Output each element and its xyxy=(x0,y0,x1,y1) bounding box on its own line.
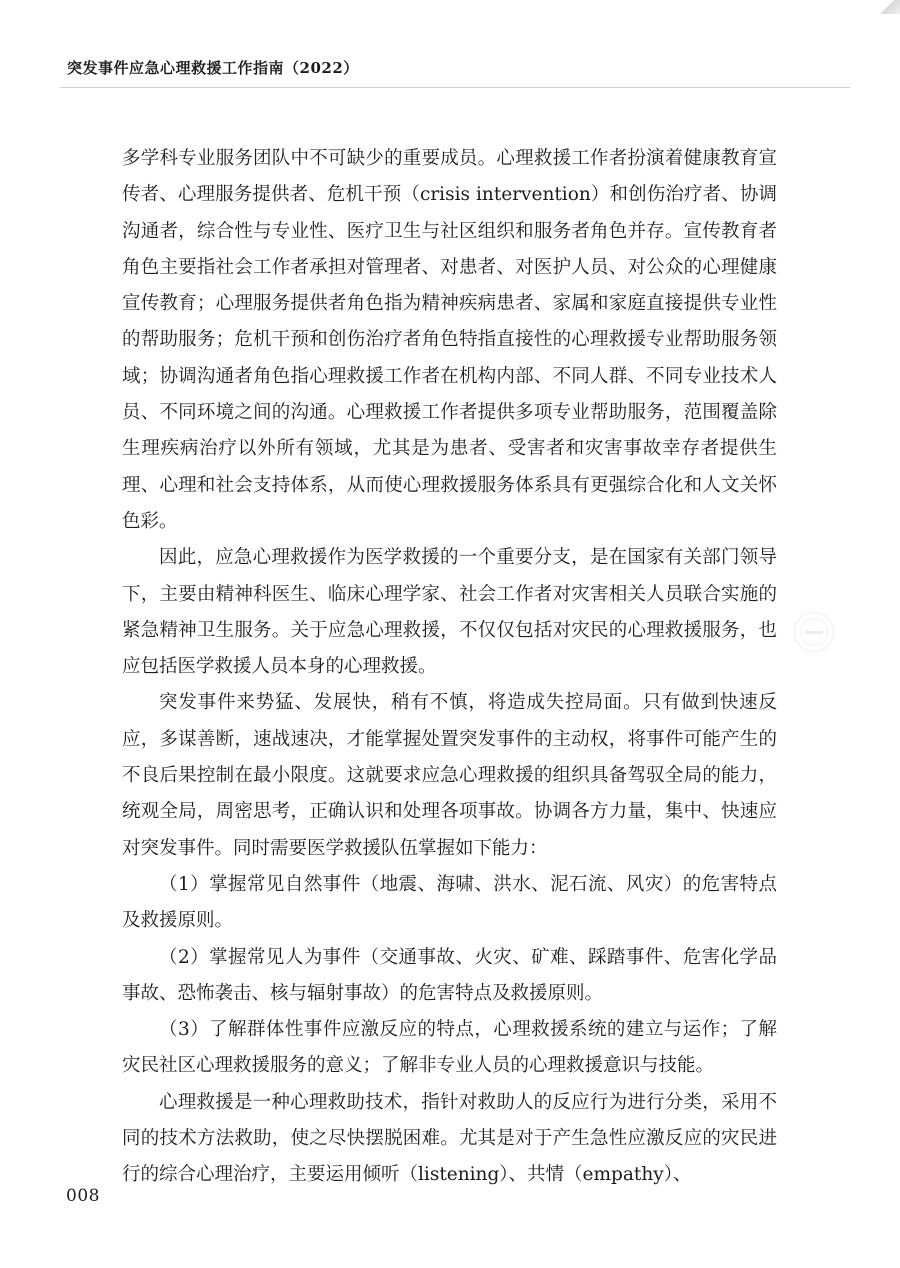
paragraph-emergency-psych-rescue: 因此，应急心理救援作为医学救援的一个重要分支，是在国家有关部门领导下，主要由精神科医生、临床心理学家、社会工作者对灾害相关人员联合实施的紧急精神卫生服务。关于应急心理救援，不仅仅包括对灾民的心理救援服务，也应包括医学救援人员本身的心理救援。 xyxy=(122,547,777,678)
watermark-seal-icon xyxy=(794,612,834,652)
header-divider xyxy=(60,87,850,88)
list-item-group-events: （3）了解群体性事件应激反应的特点，心理救援系统的建立与运作；了解灾民社区心理救援服务的意义；了解非专业人员的心理救援意识与技能。 xyxy=(122,1019,777,1077)
list-item-natural-events: （1）掌握常见自然事件（地震、海啸、洪水、泥石流、风灾）的危害特点及救援原则。 xyxy=(122,873,777,932)
page-corner-fold xyxy=(874,0,900,14)
body-text xyxy=(122,141,777,1194)
page-number: 008 xyxy=(66,1186,100,1206)
paragraph-continuation: 多学科专业服务团队中不可缺少的重要成员。心理救援工作者扮演着健康教育宣传者、心理服务提供者、危机干预（crisis intervention）和创伤治疗者、协调沟通者，综合性与专业性、医疗卫生与社区组织和服务者角色并存。宣传教育者角色主要指社会工作者承担对管理者、对患者、对医护人员、对公众的心理健康宣传教育；心理服务提供者角色指为精神疾病患者、家属和家庭直接提供专业性的帮助服务；危机干预和创伤治疗者角色特指直接性的心理救援专业帮助服务领域；协调沟通者角色指心理救援工作者在机构内部、不同人群、不同专业技术人员、不同环境之间的沟通。心理救援工作者提供多项专业帮助服务，范围覆盖除生理疾病治疗以外所有领域，尤其是为患者、受害者和灾害事故幸存者提供生理、心理和社会支持体系，从而使心理救援服务体系具有更强综合化和人文关怀色彩。 xyxy=(122,148,777,532)
running-head-title: 突发事件应急心理救援工作指南（2022） xyxy=(67,59,359,77)
list-item-human-events: （2）掌握常见人为事件（交通事故、火灾、矿难、踩踏事件、危害化学品事故、恐怖袭击、核与辐射事故）的危害特点及救援原则。 xyxy=(122,946,777,1004)
paragraph-psych-rescue-definition: 心理救援是一种心理救助技术，指针对救助人的反应行为进行分类，采用不同的技术方法救助，使之尽快摆脱困难。尤其是对于产生急性应激反应的灾民进行的综合心理治疗，主要运用倾听（listening）、共情（empathy）、 xyxy=(122,1091,777,1186)
paragraph-sudden-events: 突发事件来势猛、发展快，稍有不慎，将造成失控局面。只有做到快速反应，多谋善断，速战速决，才能掌握处置突发事件的主动权，将事件可能产生的不良后果控制在最小限度。这就要求应急心理救援的组织具备驾驭全局的能力，统观全局，周密思考，正确认识和处理各项事故。协调各方力量，集中、快速应对突发事件。同时需要医学救援队伍掌握如下能力： xyxy=(122,692,777,859)
